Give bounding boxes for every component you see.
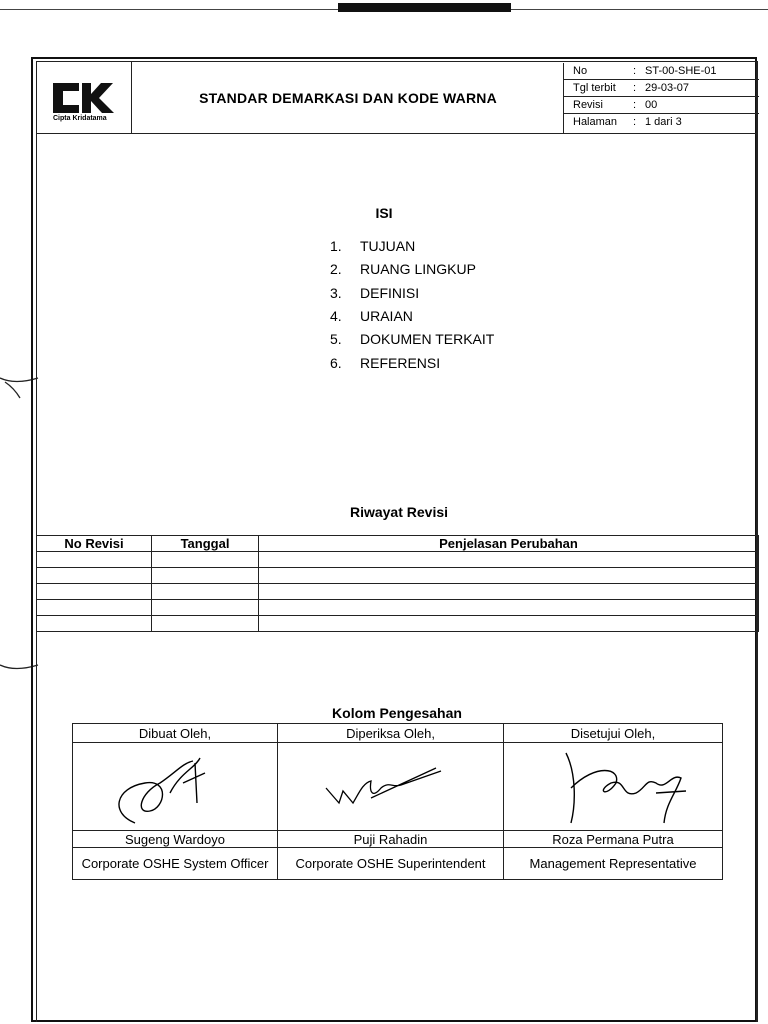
table-cell [259, 568, 759, 584]
column-header: Penjelasan Perubahan [259, 536, 759, 552]
table-cell [152, 600, 259, 616]
contents-item-label: TUJUAN [360, 238, 416, 254]
table-cell [37, 552, 152, 568]
document-title: STANDAR DEMARKASI DAN KODE WARNA [199, 89, 497, 106]
contents-item-label: URAIAN [360, 308, 413, 324]
table-row [37, 616, 759, 632]
document-meta-box [563, 63, 758, 134]
signature-area [73, 743, 278, 831]
column-header: No Revisi [37, 536, 152, 552]
meta-label: Tgl terbit [573, 82, 616, 94]
table-cell [37, 600, 152, 616]
contents-item-number: 2. [330, 261, 342, 277]
ck-logo-icon [36, 61, 130, 132]
contents-item-label: DOKUMEN TERKAIT [360, 331, 495, 347]
meta-label: Halaman [573, 116, 618, 128]
approval-position-row [73, 848, 723, 880]
approval-role-row [73, 724, 723, 743]
signature-area [504, 743, 723, 831]
meta-colon: : [633, 65, 637, 77]
meta-colon: : [633, 116, 637, 128]
meta-value: 29-03-07 [645, 82, 690, 94]
contents-item-number: 4. [330, 308, 342, 324]
contents-item [330, 329, 494, 349]
contents-item-number: 3. [330, 285, 342, 301]
table-cell [152, 552, 259, 568]
meta-value: ST-00-SHE-01 [645, 65, 717, 77]
table-cell [152, 568, 259, 584]
table-row [37, 600, 759, 616]
table-row [37, 584, 759, 600]
contents-item [330, 259, 476, 279]
approval-role: Disetujui Oleh, [504, 724, 723, 743]
approval-signature-row [73, 743, 723, 831]
approval-title: Kolom Pengesahan [332, 705, 462, 721]
approver-name: Roza Permana Putra [504, 831, 723, 848]
approver-name: Sugeng Wardoyo [73, 831, 278, 848]
table-cell [259, 600, 759, 616]
table-header-row [37, 536, 759, 552]
approver-position: Corporate OSHE System Officer [73, 848, 278, 880]
meta-label: No [573, 65, 588, 77]
contents-item [330, 306, 413, 326]
signature-sugeng-icon [75, 743, 275, 827]
approval-role: Diperiksa Oleh, [278, 724, 504, 743]
meta-row-revisi [564, 97, 759, 114]
approval-name-row [73, 831, 723, 848]
contents-item [330, 236, 415, 256]
signature-area [278, 743, 504, 831]
approver-name: Puji Rahadin [278, 831, 504, 848]
contents-title: ISI [375, 205, 393, 221]
company-logo [36, 61, 132, 134]
contents-item-label: RUANG LINGKUP [360, 261, 476, 277]
svg-text:Cipta Kridatama: Cipta Kridatama [53, 115, 107, 122]
table-cell [259, 584, 759, 600]
contents-item-number: 1. [330, 238, 342, 254]
table-cell [37, 568, 152, 584]
table-cell [259, 616, 759, 632]
approver-position: Management Representative [504, 848, 723, 880]
signature-roza-icon [506, 743, 721, 827]
table-cell [37, 584, 152, 600]
contents-item-number: 5. [330, 331, 342, 347]
contents-item-number: 6. [330, 355, 342, 371]
revision-history-title: Riwayat Revisi [349, 504, 449, 520]
approval-table [72, 723, 723, 880]
meta-colon: : [633, 99, 637, 111]
contents-item [330, 353, 440, 373]
table-cell [259, 552, 759, 568]
table-cell [152, 584, 259, 600]
column-header: Tanggal [152, 536, 259, 552]
table-cell [37, 616, 152, 632]
meta-value: 1 dari 3 [645, 116, 682, 128]
signature-puji-icon [281, 743, 501, 827]
approver-position: Corporate OSHE Superintendent [278, 848, 504, 880]
scan-top-bar [338, 3, 511, 12]
table-row [37, 568, 759, 584]
revision-history-table [36, 535, 759, 632]
meta-row-tgl-terbit [564, 80, 759, 97]
contents-item-label: REFERENSI [360, 355, 441, 371]
table-cell [152, 616, 259, 632]
contents-item-label: DEFINISI [360, 285, 420, 301]
meta-label: Revisi [573, 99, 603, 111]
table-row [37, 552, 759, 568]
meta-value: 00 [645, 99, 658, 111]
approval-role: Dibuat Oleh, [73, 724, 278, 743]
contents-item [330, 283, 419, 303]
meta-row-halaman [564, 114, 759, 131]
meta-row-no [564, 63, 759, 80]
meta-colon: : [633, 82, 637, 94]
